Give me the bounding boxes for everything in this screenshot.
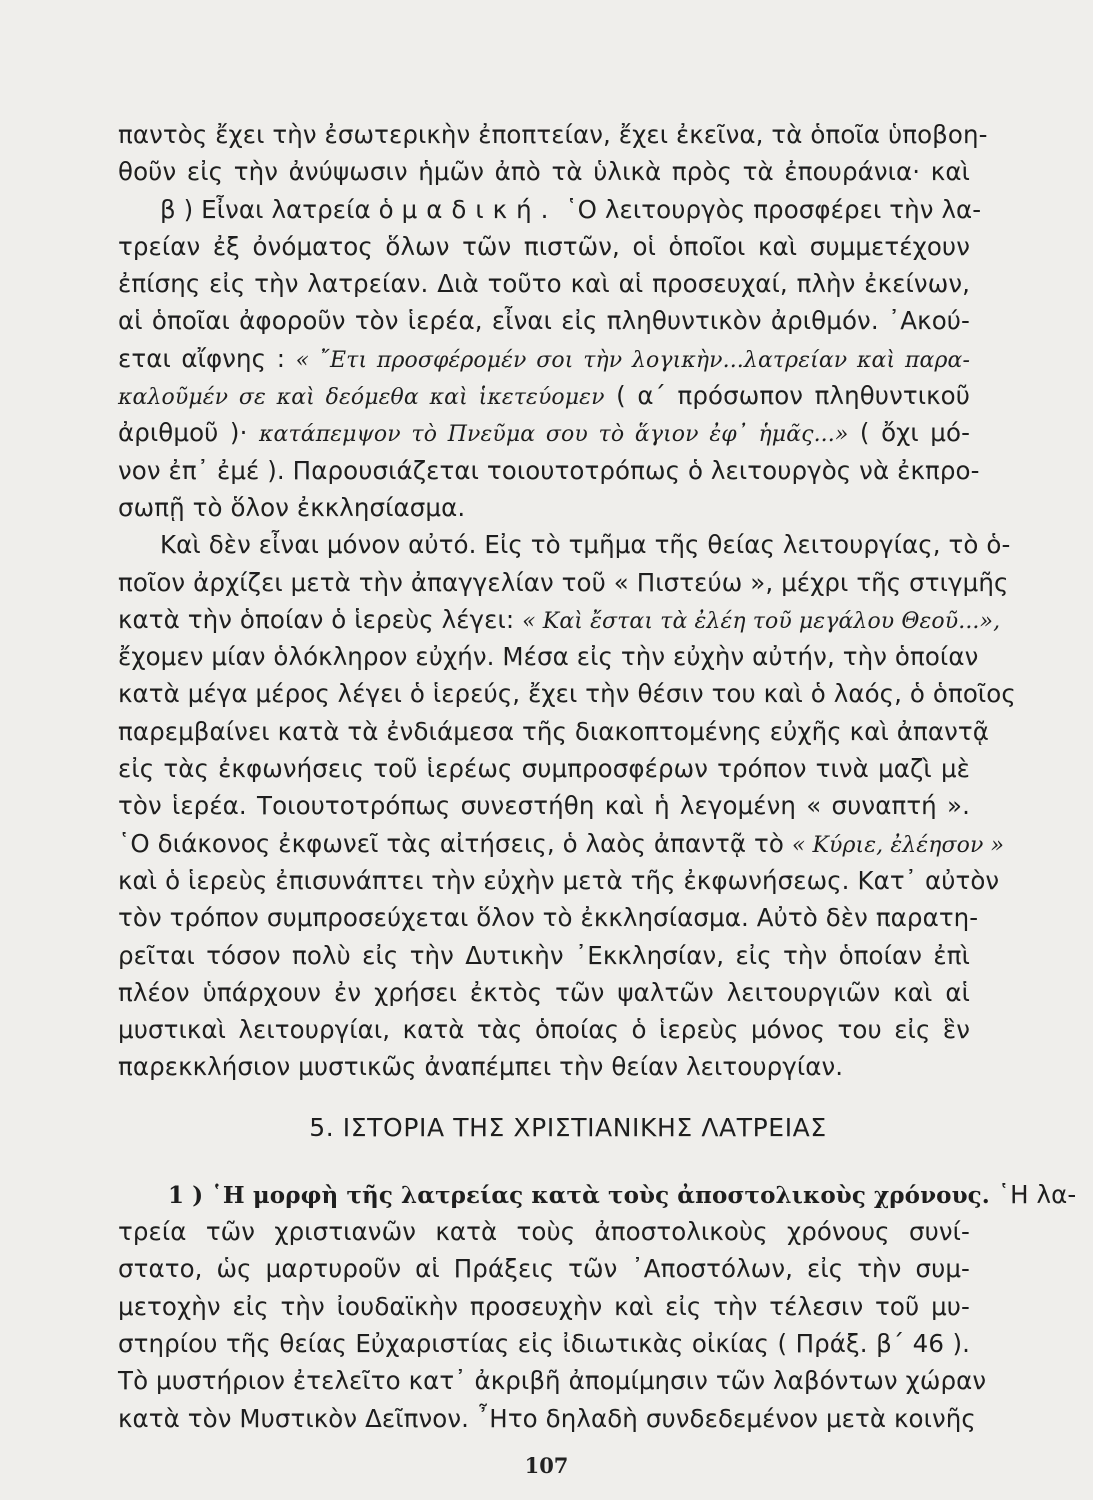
text-line: τὸν ἱερέα. Τοιουτοτρόπως συνεστήθη καὶ ἡ λεγομένη « συναπτή ». bbox=[118, 791, 970, 821]
page-number: 107 bbox=[524, 1453, 569, 1478]
text-line: αἱ ὁποῖαι ἀφοροῦν τὸν ἱερέα, εἶναι εἰς πληθυντικὸν ἀριθμόν. ᾿Ακού- bbox=[118, 306, 970, 336]
liturgical-quote: « Κύριε, ἐλέησον » bbox=[791, 832, 1005, 858]
text-line: ρεῖται τόσον πολὺ εἰς τὴν Δυτικὴν ᾿Εκκλησίαν, εἰς τὴν ὁποίαν ἐπὶ bbox=[118, 940, 970, 970]
text-line: Τὸ μυστήριον ἐτελεῖτο κατ᾿ ἀκριβῆ ἀπομίμησιν τῶν λαβόντων χώραν bbox=[118, 1366, 987, 1396]
text-line: παρεμβαίνει κατὰ τὰ ἐνδιάμεσα τῆς διακοπτομένης εὐχῆς καὶ ἀπαντᾷ bbox=[118, 716, 989, 746]
text-segment: ἀριθμοῦ )· bbox=[118, 418, 248, 448]
text-segment: ( ὄχι μό- bbox=[859, 418, 971, 448]
text-line: τὸν τρόπον συμπροσεύχεται ὅλον τὸ ἐκκλησίασμα. Αὐτὸ δὲν παρατη- bbox=[118, 903, 979, 933]
text-line: κατὰ μέγα μέρος λέγει ὁ ἱερεύς, ἔχει τὴν θέσιν του καὶ ὁ λαός, ὁ ὁποῖος bbox=[118, 679, 1016, 709]
text-line: κατὰ τὸν Μυστικὸν Δεῖπνον. ῏Ητο δηλαδὴ συνδεδεμένον μετὰ κοινῆς bbox=[118, 1403, 976, 1433]
text-segment: εται αἴφνης : bbox=[118, 343, 286, 373]
text-line: καὶ ὁ ἱερεὺς ἐπισυνάπτει τὴν εὐχὴν μετὰ τῆς ἐκφωνήσεως. Κατ᾿ αὐτὸν bbox=[118, 865, 1000, 895]
text-line: παρεκκλήσιον μυστικῶς ἀναπέμπει τὴν θείαν λειτουργίαν. bbox=[118, 1052, 844, 1082]
text-line: μετοχὴν εἰς τὴν ἰουδαϊκὴν προσευχὴν καὶ εἰς τὴν τέλεσιν τοῦ μυ- bbox=[118, 1291, 970, 1321]
text-line: τρεία τῶν χριστιανῶν κατὰ τοὺς ἀποστολικοὺς χρόνους συνί- bbox=[118, 1217, 970, 1247]
text-line bbox=[118, 825, 1005, 862]
subsection-title: 1 ) ῾Η μορφὴ τῆς λατρείας κατὰ τοὺς ἀποστολικοὺς χρόνους. bbox=[168, 1181, 990, 1209]
text-line bbox=[118, 340, 970, 377]
text-line: μυστικαὶ λειτουργίαι, κατὰ τὰς ὁποίας ὁ ἱερεὺς μόνος του εἰς ἓν bbox=[118, 1015, 970, 1045]
text-line bbox=[118, 601, 1001, 638]
text-segment: ῾Η λα- bbox=[997, 1179, 1077, 1209]
text-line bbox=[118, 191, 982, 228]
text-line bbox=[118, 377, 970, 414]
text-line: ἔχομεν μίαν ὁλόκληρον εὐχήν. Μέσα εἰς τὴν εὐχὴν αὐτήν, τὴν ὁποίαν bbox=[118, 642, 979, 672]
liturgical-quote: « ῎Ετι προσφέρομέν σοι τὴν λογικὴν...λατρείαν καὶ παρα- bbox=[295, 347, 971, 373]
section-heading: 5. ΙΣΤΟΡΙΑ ΤΗΣ ΧΡΙΣΤΙΑΝΙΚΗΣ ΛΑΤΡΕΙΑΣ bbox=[309, 1112, 827, 1142]
text-line: στατο, ὡς μαρτυροῦν αἱ Πράξεις τῶν ᾿Αποστόλων, εἰς τὴν συμ- bbox=[118, 1254, 970, 1284]
text-segment: ῾Ο λειτουργὸς προσφέρει τὴν λα- bbox=[565, 194, 982, 224]
text-line: θοῦν εἰς τὴν ἀνύψωσιν ἡμῶν ἀπὸ τὰ ὑλικὰ πρὸς τὰ ἐπουράνια· καὶ bbox=[118, 157, 970, 187]
body-text bbox=[118, 116, 1077, 1437]
enumeration-lead: β ) Εἶναι λατρεία ὁ bbox=[160, 194, 394, 224]
text-line: πλέον ὑπάρχουν ἐν χρήσει ἐκτὸς τῶν ψαλτῶν λειτουργιῶν καὶ αἱ bbox=[118, 977, 970, 1007]
liturgical-quote: « Καὶ ἔσται τὰ ἐλέη τοῦ μεγάλου Θεοῦ...», bbox=[522, 608, 1001, 634]
spaced-emphasis: μαδική. bbox=[401, 194, 558, 224]
text-line: στηρίου τῆς θείας Εὐχαριστίας εἰς ἰδιωτικὰς οἰκίας ( Πράξ. β΄ 46 ). bbox=[118, 1328, 970, 1358]
text-line: σωπῇ τὸ ὅλον ἐκκλησίασμα. bbox=[118, 492, 466, 522]
liturgical-quote: κατάπεμψον τὸ Πνεῦμα σου τὸ ἅγιον ἐφ᾿ ἡμᾶς...» bbox=[258, 422, 849, 448]
spacer bbox=[118, 1162, 970, 1176]
text-line: Καὶ δὲν εἶναι μόνον αὐτό. Εἰς τὸ τμῆμα τῆς θείας λειτουργίας, τὸ ὁ- bbox=[160, 530, 1011, 560]
text-line: τρείαν ἐξ ὀνόματος ὅλων τῶν πιστῶν, οἱ ὁποῖοι καὶ συμμετέχουν bbox=[118, 231, 970, 261]
text-segment: κατὰ τὴν ὁποίαν ὁ ἱερεὺς λέγει: bbox=[118, 604, 515, 634]
text-line bbox=[118, 414, 970, 451]
text-line: εἰς τὰς ἐκφωνήσεις τοῦ ἱερέως συμπροσφέρων τρόπον τινὰ μαζὶ μὲ bbox=[118, 754, 970, 784]
text-segment: ῾Ο διάκονος ἐκφωνεῖ τὰς αἰτήσεις, ὁ λαὸς ἀπαντᾷ τὸ bbox=[118, 828, 784, 858]
text-line: ἐπίσης εἰς τὴν λατρείαν. Διὰ τοῦτο καὶ αἱ προσευχαί, πλὴν ἐκείνων, bbox=[118, 269, 970, 299]
text-line: ποῖον ἀρχίζει μετὰ τὴν ἀπαγγελίαν τοῦ « Πιστεύω », μέχρι τῆς στιγμῆς bbox=[118, 567, 1009, 597]
text-line: παντὸς ἔχει τὴν ἐσωτερικὴν ἐποπτείαν, ἔχει ἐκεῖνα, τὰ ὁποῖα ὑποβοη- bbox=[118, 120, 988, 149]
text-line: νον ἐπ᾿ ἐμέ ). Παρουσιάζεται τοιουτοτρόπως ὁ λειτουργὸς νὰ ἐκπρο- bbox=[118, 455, 980, 485]
text-line bbox=[118, 1176, 1077, 1213]
text-segment: ( α΄ πρόσωπον πληθυντικοῦ bbox=[616, 381, 971, 411]
liturgical-quote: καλοῦμέν σε καὶ δεόμεθα καὶ ἱκετεύομεν bbox=[118, 385, 605, 411]
